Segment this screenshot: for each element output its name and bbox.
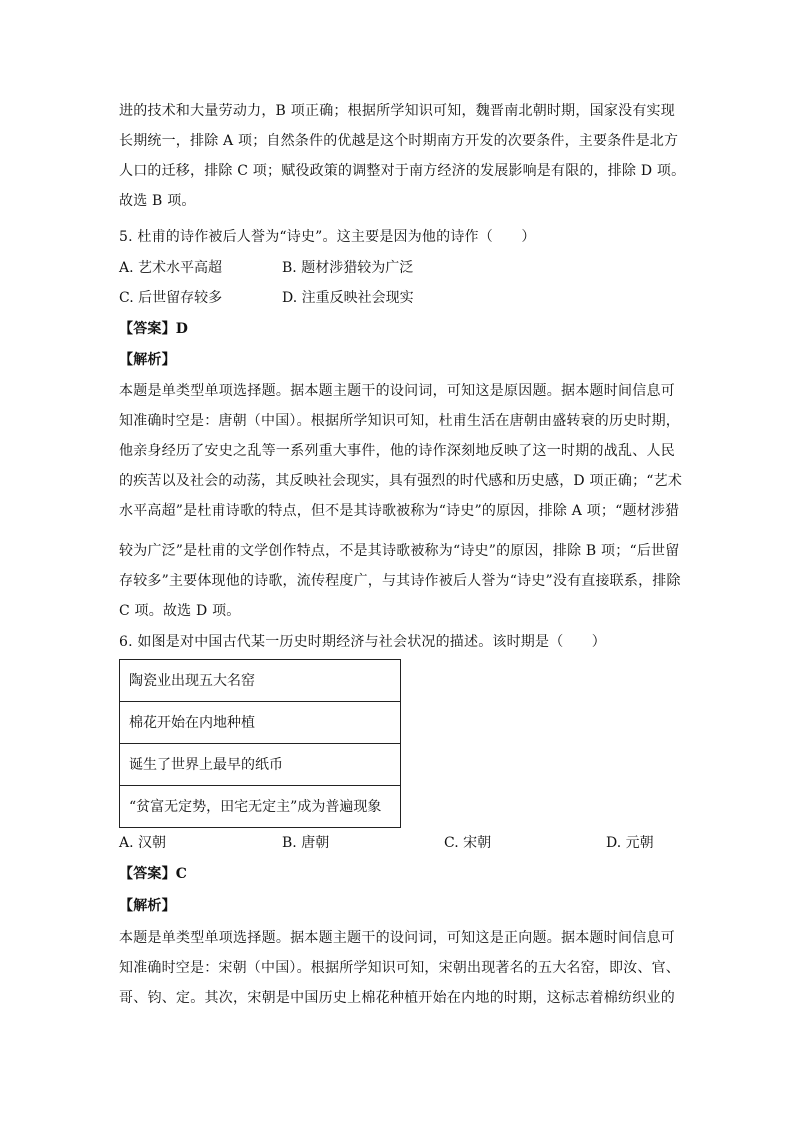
q6-option-c: C. 宋朝: [444, 835, 492, 851]
q5-analysis-title: 【解析】: [119, 352, 176, 368]
q6-option-a: A. 汉朝: [119, 835, 167, 851]
q6-analysis-line-2: 知准确时空是：宋朝（中国）。根据所学知识可知，宋朝出现著名的五大名窑，即汝、官、: [119, 960, 680, 976]
q5-answer: 【答案】D: [119, 321, 189, 337]
q6-option-b: B. 唐朝: [282, 835, 330, 851]
q5-option-a: A. 艺术水平高超: [119, 260, 223, 276]
q5-analysis-line-7: 存较多”主要体现他的诗歌，流传程度广，与其诗作被后人誉为“诗史”没有直接联系，排除: [119, 573, 681, 589]
q5-analysis-line-1: 本题是单类型单项选择题。据本题主题干的设问词，可知这是原因题。据本题时间信息可: [119, 383, 675, 399]
table-row: [120, 786, 401, 828]
q6-stem: 6. 如图是对中国古代某一历史时期经济与社会状况的描述。该时期是（ ）: [119, 634, 607, 650]
q6-option-d: D. 元朝: [606, 835, 654, 851]
q5-analysis-line-2: 知准确时空是：唐朝（中国）。根据所学知识可知，杜甫生活在唐朝由盛转衰的历史时期，: [119, 413, 680, 429]
table-row: [120, 660, 401, 702]
q5-stem: 5. 杜甫的诗作被后人誉为“诗史”。这主要是因为他的诗作（ ）: [119, 229, 536, 245]
prev-analysis-line-3: 人口的迁移，排除 C 项；赋役政策的调整对于南方经济的发展影响是有限的，排除 D 项。: [119, 163, 686, 179]
q5-option-b: B. 题材涉猎较为广泛: [282, 260, 414, 276]
q5-analysis-line-6: 较为广泛”是杜甫的文学创作特点，不是其诗歌被称为“诗史”的原因，排除 B 项；“后世留: [119, 543, 680, 559]
q5-analysis-line-8: C 项。故选 D 项。: [119, 603, 241, 619]
q5-analysis-line-3: 他亲身经历了安史之乱等一系列重大事件，他的诗作深刻地反映了这一时期的战乱、人民: [119, 443, 675, 459]
q5-option-c: C. 后世留存较多: [119, 290, 223, 306]
prev-analysis-line-1: 进的技术和大量劳动力，B 项正确；根据所学知识可知，魏晋南北朝时期，国家没有实现: [119, 103, 675, 119]
q6-answer: 【答案】C: [119, 866, 188, 882]
q5-option-d: D. 注重反映社会现实: [282, 290, 414, 306]
table-cell: 棉花开始在内地种植: [120, 702, 401, 744]
table-row: [120, 744, 401, 786]
q6-description-table: [119, 659, 401, 828]
q6-analysis-title: 【解析】: [119, 898, 176, 914]
prev-analysis-line-2: 长期统一，排除 A 项；自然条件的优越是这个时期南方开发的次要条件，主要条件是北方: [119, 133, 679, 149]
table-cell: 陶瓷业出现五大名窑: [120, 660, 401, 702]
table-cell: 诞生了世界上最早的纸币: [120, 744, 401, 786]
table-cell: “贫富无定势，田宅无定主”成为普遍现象: [120, 786, 401, 828]
prev-analysis-line-4: 故选 B 项。: [119, 193, 196, 209]
table-row: [120, 702, 401, 744]
q6-analysis-line-1: 本题是单类型单项选择题。据本题主题干的设问词，可知这是正向题。据本题时间信息可: [119, 930, 675, 946]
q5-analysis-line-5: 水平高超”是杜甫诗歌的特点，但不是其诗歌被称为“诗史”的原因，排除 A 项；“题材涉猎: [119, 503, 680, 519]
q6-analysis-line-3: 哥、钧、定。其次，宋朝是中国历史上棉花种植开始在内地的时期，这标志着棉纺织业的: [119, 990, 675, 1006]
q5-analysis-line-4: 的疾苦以及社会的动荡，其反映社会现实，具有强烈的时代感和历史感，D 项正确；“艺术: [119, 473, 683, 489]
